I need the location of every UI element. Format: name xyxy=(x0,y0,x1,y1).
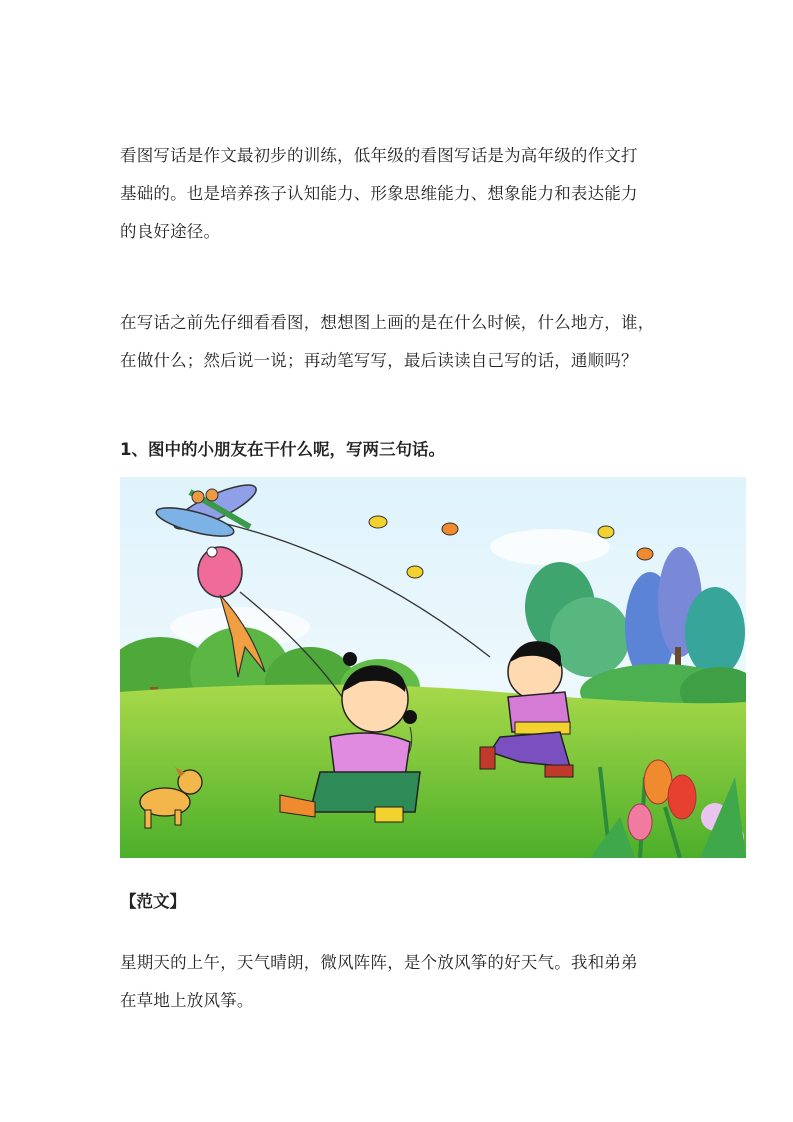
method-paragraph xyxy=(120,304,680,380)
text-line: 在草地上放风筝。 xyxy=(120,991,254,1010)
sample-paragraph xyxy=(120,944,680,1020)
text-line: 基础的。也是培养孩子认知能力、形象思维能力、想象能力和表达能力 xyxy=(120,184,638,203)
text-line: 看图写话是作文最初步的训练，低年级的看图写话是为高年级的作文打 xyxy=(120,146,638,165)
sample-label: 【范文】 xyxy=(120,892,186,911)
question-heading: 1、图中的小朋友在干什么呢，写两三句话。 xyxy=(120,440,445,459)
text-line: 星期天的上午，天气晴朗，微风阵阵，是个放风筝的好天气。我和弟弟 xyxy=(120,953,638,972)
text-line: 在写话之前先仔细看看图，想想图上画的是在什么时候，什么地方，谁， xyxy=(120,313,655,332)
intro-paragraph xyxy=(120,137,680,251)
text-line: 的良好途径。 xyxy=(120,222,221,241)
text-line: 在做什么；然后说一说；再动笔写写，最后读读自己写的话，通顺吗？ xyxy=(120,351,638,370)
kite-flying-illustration xyxy=(120,477,746,858)
